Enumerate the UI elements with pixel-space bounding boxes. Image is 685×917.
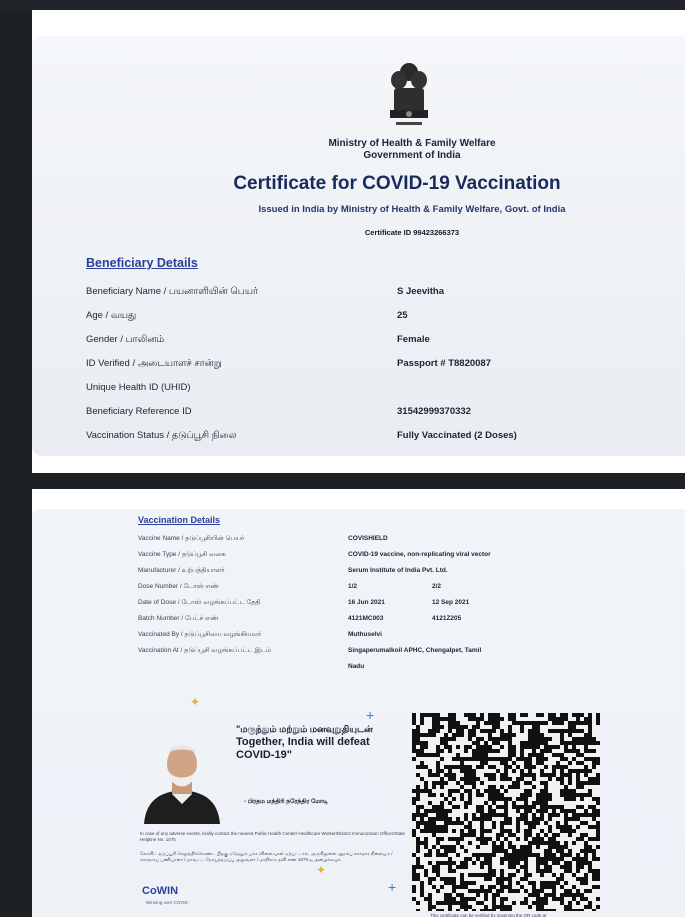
beneficiary-reference-value: 31542999370332 xyxy=(397,406,471,417)
gender-label: Gender / பாலினம் xyxy=(86,334,165,345)
age-label: Age / வயது xyxy=(86,310,137,321)
cowin-tagline: Winning over COVID xyxy=(146,900,188,905)
adverse-event-note-english: In case of any adverse events, kindly contact the nearest Public Health Center/ Healthcare Worker/District Immunization Officer/State Helpline No. 1075 xyxy=(140,831,405,842)
vaccine-name-label: Vaccine Name / தடுப்பூசியின் பெயர் xyxy=(138,535,245,542)
government-line: Government of India xyxy=(363,150,461,161)
batch-number-value-1: 4121MC003 xyxy=(348,615,384,622)
manufacturer-label: Manufacturer / உற்பத்தியாளர் xyxy=(138,567,225,574)
certificate-subtitle: Issued in India by Ministry of Health & Family Welfare, Govt. of India xyxy=(258,204,566,215)
beneficiary-reference-label: Beneficiary Reference ID xyxy=(86,406,192,417)
qr-code-icon[interactable] xyxy=(412,713,600,911)
manufacturer-value: Serum Institute of India Pvt. Ltd. xyxy=(348,567,448,574)
certificate-front-page xyxy=(32,10,685,473)
quote-block xyxy=(236,723,406,762)
dose-date-value-2: 12 Sep 2021 xyxy=(432,599,470,606)
vaccination-at-value: Singaperumalkoil APHC, Chengalpet, Tamil xyxy=(348,647,482,654)
vaccine-name-value: COVISHIELD xyxy=(348,535,388,542)
vaccination-details-heading: Vaccination Details xyxy=(138,515,221,525)
id-verified-value: Passport # T8820087 xyxy=(397,358,492,369)
vaccination-status-value: Fully Vaccinated (2 Doses) xyxy=(397,430,517,441)
qr-verification-note: This certificate can be verified by scanning the QR code at xyxy=(430,913,547,917)
certificate-front-card xyxy=(32,36,685,456)
batch-number-value-2: 4121Z205 xyxy=(432,615,462,622)
ministry-line: Ministry of Health & Family Welfare xyxy=(328,138,496,149)
vaccine-type-value: COVID-19 vaccine, non-replicating viral vector xyxy=(348,551,491,558)
age-value: 25 xyxy=(397,310,408,321)
top-bar xyxy=(0,0,685,10)
vaccinated-by-label: Vaccinated By / தடுப்பூசியை வழங்கியவர் xyxy=(138,631,262,638)
sparkle-icon: ✦ xyxy=(316,863,327,877)
vaccination-at-label: Vaccination At / தடுப்பூசி வழங்கப்பட்ட இடம் xyxy=(138,647,272,654)
dose-number-value-1: 1/2 xyxy=(348,583,358,590)
adverse-event-note-tamil: கோவிட் தடுப்பூசி செலுத்திக்கொண்ட பிறகு ஏதேனும் பக்க விளைவுகள் ஏற்பட்டால், அருகிலுள்ள ஆரம்ப சுகாதார நிலையம் / சுகாதாரப் பணியாளர் / மாவட்ட நோய்த்தடுப்பு அலுவலர் / மாநில உதவி எண் 1075 ஐ அழைக்கவும் xyxy=(140,851,393,862)
vaccine-type-label: Vaccine Type / தடுப்பூசி வகை xyxy=(138,551,226,558)
sparkle-icon: + xyxy=(366,707,375,723)
gender-value: Female xyxy=(397,334,430,345)
dose-date-label: Date of Dose / டோஸ் வழங்கப்பட்ட தேதி xyxy=(138,599,261,606)
sparkle-icon: ✦ xyxy=(190,695,201,709)
quote-attribution: - பிரதம மந்திரி நரேந்திர மோடி xyxy=(244,799,328,805)
vaccinated-by-value: Muthuselvi xyxy=(348,631,382,638)
dose-number-label: Dose Number / டோஸ் எண் xyxy=(138,583,219,590)
quote-tamil: "மருந்தும் மற்றும் மனவுறுதியுடன் xyxy=(236,724,373,734)
cowin-logo: CoWIN xyxy=(142,885,179,897)
certificate-back-card xyxy=(32,509,685,917)
quote-english: Together, India will defeat COVID-19" xyxy=(236,736,370,761)
batch-number-label: Batch Number / பேட்ச் எண் xyxy=(138,615,219,622)
prime-minister-photo xyxy=(142,734,222,824)
beneficiary-name-value: S Jeevitha xyxy=(397,286,444,297)
beneficiary-details-heading: Beneficiary Details xyxy=(86,256,198,270)
certificate-back-page xyxy=(32,489,685,917)
certificate-title: Certificate for COVID-19 Vaccination xyxy=(233,173,561,194)
certificate-id: Certificate ID 99423266373 xyxy=(364,228,460,237)
dose-number-value-2: 2/2 xyxy=(432,583,442,590)
vaccination-at-value-cont: Nadu xyxy=(348,663,365,670)
ministry-name xyxy=(312,138,512,162)
id-verified-label: ID Verified / அடையாளச் சான்று xyxy=(86,358,222,369)
sparkle-icon: + xyxy=(388,879,397,895)
uhid-label: Unique Health ID (UHID) xyxy=(86,382,191,393)
dose-date-value-1: 16 Jun 2021 xyxy=(348,599,385,606)
vaccination-status-label: Vaccination Status / தடுப்பூசி நிலை xyxy=(86,430,237,441)
beneficiary-name-label: Beneficiary Name / பயனாளியின் பெயர் xyxy=(86,286,258,297)
national-emblem-icon xyxy=(386,58,432,134)
